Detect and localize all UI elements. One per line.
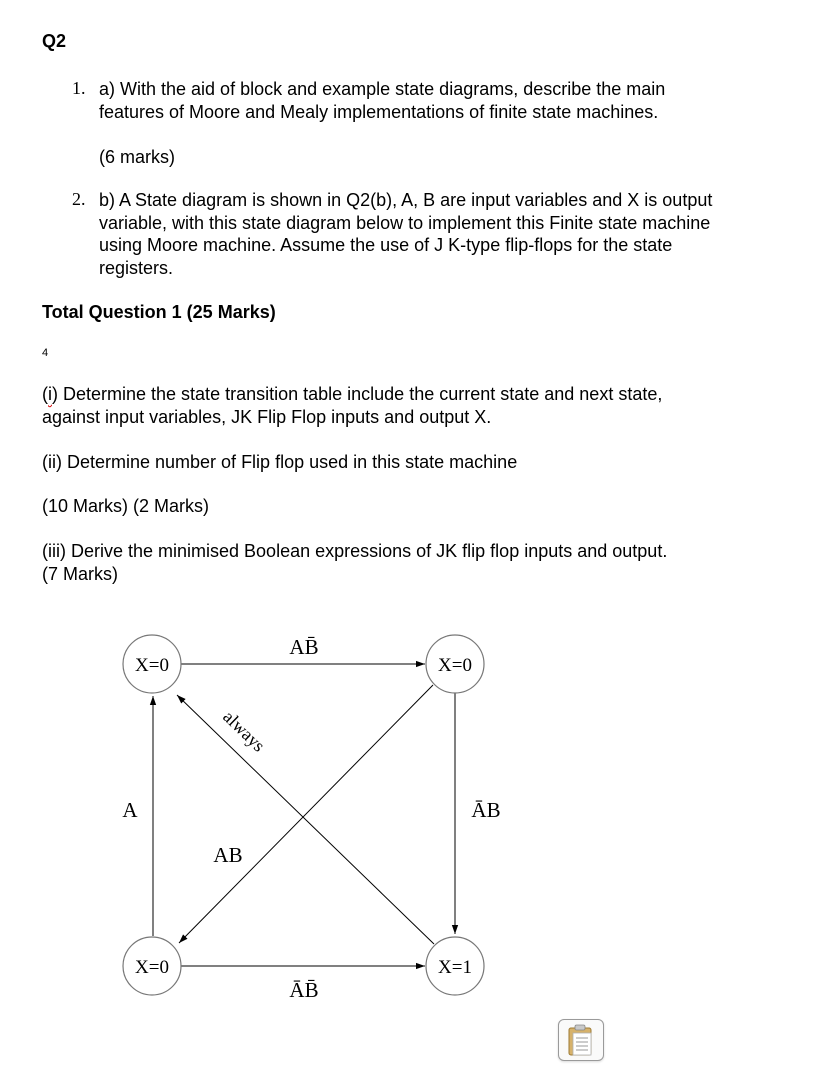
state-bottom-right: [426, 937, 484, 995]
part-i-numeral[interactable]: i: [48, 384, 52, 404]
item-1-number: 1.: [72, 78, 86, 98]
item-1-marks: (6 marks): [99, 147, 175, 167]
part-iii-line-2: (7 Marks): [42, 564, 118, 584]
state-bottom-left: [123, 937, 181, 995]
label-left-transition: A: [122, 798, 138, 822]
edge-diagonal-always: [177, 695, 434, 944]
marks-line: (10 Marks) (2 Marks): [42, 496, 210, 516]
item-2-number: 2.: [72, 189, 86, 209]
part-ii: (ii) Determine number of Flip flop used in this state machine: [42, 452, 518, 472]
total-marks-heading: Total Question 1 (25 Marks): [42, 302, 276, 322]
part-i-line-2: against input variables, JK Flip Flop inputs and output X.: [42, 407, 492, 427]
state-top-right-label: X=0: [438, 655, 472, 676]
page-marker: 4: [42, 347, 49, 359]
question-title: Q2: [42, 31, 67, 51]
item-1-line-1: a) With the aid of block and example state diagrams, describe the main: [99, 79, 666, 99]
part-iii-line-1: (iii) Derive the minimised Boolean expressions of JK flip flop inputs and output.: [42, 541, 668, 561]
state-top-left-label: X=0: [135, 655, 169, 676]
label-right-transition: ĀB: [471, 798, 501, 822]
item-1-line-2: features of Moore and Mealy implementations of finite state machines.: [99, 102, 659, 122]
item-2-line-3: using Moore machine. Assume the use of J K-type flip-flops for the state: [99, 235, 673, 255]
item-2-line-2: variable, with this state diagram below to implement this Finite state machine: [99, 213, 711, 233]
item-2-line-1: b) A State diagram is shown in Q2(b), A, B are input variables and X is output: [99, 190, 713, 210]
edge-diagonal-ab: [179, 685, 433, 943]
clipboard-button[interactable]: [558, 1019, 604, 1061]
label-diagonal-always: always: [219, 706, 270, 756]
clipboard-icon: [559, 1020, 603, 1060]
part-i-text: ) Determine the state transition table include the current state and next state,: [52, 384, 663, 404]
state-bottom-left-label: X=0: [135, 957, 169, 978]
part-i-prefix: (: [42, 384, 48, 404]
label-diagonal-ab: AB: [213, 843, 243, 867]
state-bottom-right-label: X=1: [438, 957, 472, 978]
label-bottom-transition: ĀB̄: [289, 978, 319, 1002]
item-2-line-4: registers.: [99, 258, 174, 278]
label-top-transition: AB̄: [289, 635, 319, 659]
state-top-right: [426, 635, 484, 693]
state-top-left: [123, 635, 181, 693]
